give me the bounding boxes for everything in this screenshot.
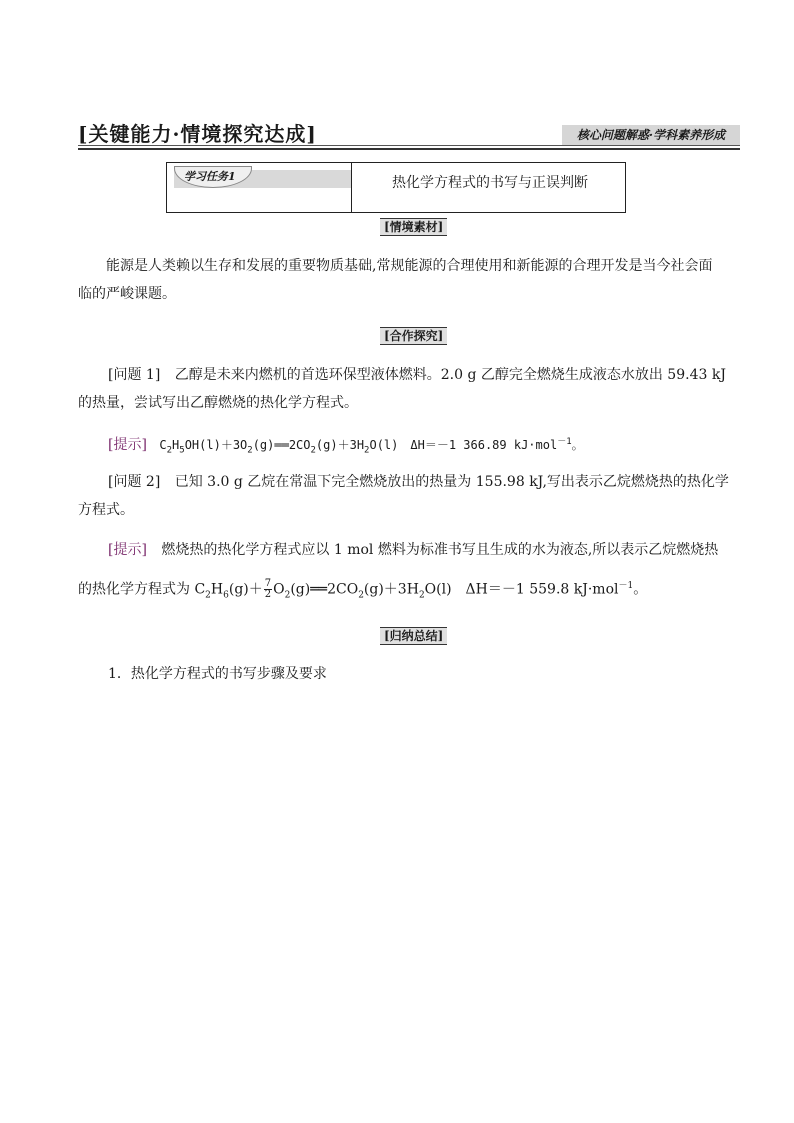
summary-item-1: 1．热化学方程式的书写步骤及要求 — [108, 666, 327, 682]
question-2-label: [问题 2] — [108, 474, 161, 490]
header-rule-thick — [78, 148, 740, 150]
question-1-text: 乙醇是未来内燃机的首选环保型液体燃料。2.0 g 乙醇完全燃烧生成液态水放出 59.43 kJ — [174, 367, 726, 383]
question-2 — [108, 468, 729, 496]
hint-2 — [108, 536, 718, 564]
task-title: 热化学方程式的书写与正误判断 — [392, 175, 588, 191]
hint-1-equation: $C_2H_5OH(l)+3O_2(g)══2CO_2(g)+3H_2O(l)$ ΔH＝－1 366.89 kJ·mol$^{-1}$。 — [159, 437, 584, 456]
section-tag: 核心问题解惑·学科素养形成 — [562, 125, 740, 145]
question-2-text: 已知 3.0 g 乙烷在常温下完全燃烧放出的热量为 155.98 kJ,写出表示乙烷燃烧热的热化学 — [174, 474, 729, 490]
hint-2-label: [提示] — [108, 542, 147, 558]
header-rule — [78, 145, 740, 146]
section-label-explore: [合作探究] — [380, 327, 447, 345]
section-heading: [关键能力·情境探究达成] — [78, 122, 317, 146]
section-label-summary: [归纳总结] — [380, 627, 447, 645]
material-line-2: 临的严峻课题。 — [78, 286, 176, 302]
hint-2-text: 燃烧热的热化学方程式应以 1 mol 燃料为标准书写且生成的水为液态,所以表示乙烷燃烧热 — [161, 542, 719, 558]
section-label-material: [情境素材] — [380, 218, 447, 236]
question-2-line-2: 方程式。 — [78, 502, 134, 518]
material-line-1: 能源是人类赖以生存和发展的重要物质基础,常规能源的合理使用和新能源的合理开发是当今社会面 — [106, 258, 713, 274]
question-1 — [108, 361, 726, 389]
question-1-line-2: 的热量，尝试写出乙醇燃烧的热化学方程式。 — [78, 395, 358, 411]
question-1-label: [问题 1] — [108, 367, 161, 383]
task-tab-label: 学习任务1 — [184, 170, 236, 183]
task-divider — [351, 162, 352, 213]
hint-2-equation: 的热化学方程式为 $C_2H_6(g)+$ $\frac{7}{2}$ $O_2(g)══2CO_2(g)+3H_2O(l)$ ΔH＝－1 559.8 kJ·mol$^{-1}$。 — [78, 578, 648, 601]
hint-1 — [108, 428, 584, 464]
hint-1-label: [提示] — [108, 437, 147, 453]
fraction: $\frac{7}{2}$ — [264, 578, 272, 601]
